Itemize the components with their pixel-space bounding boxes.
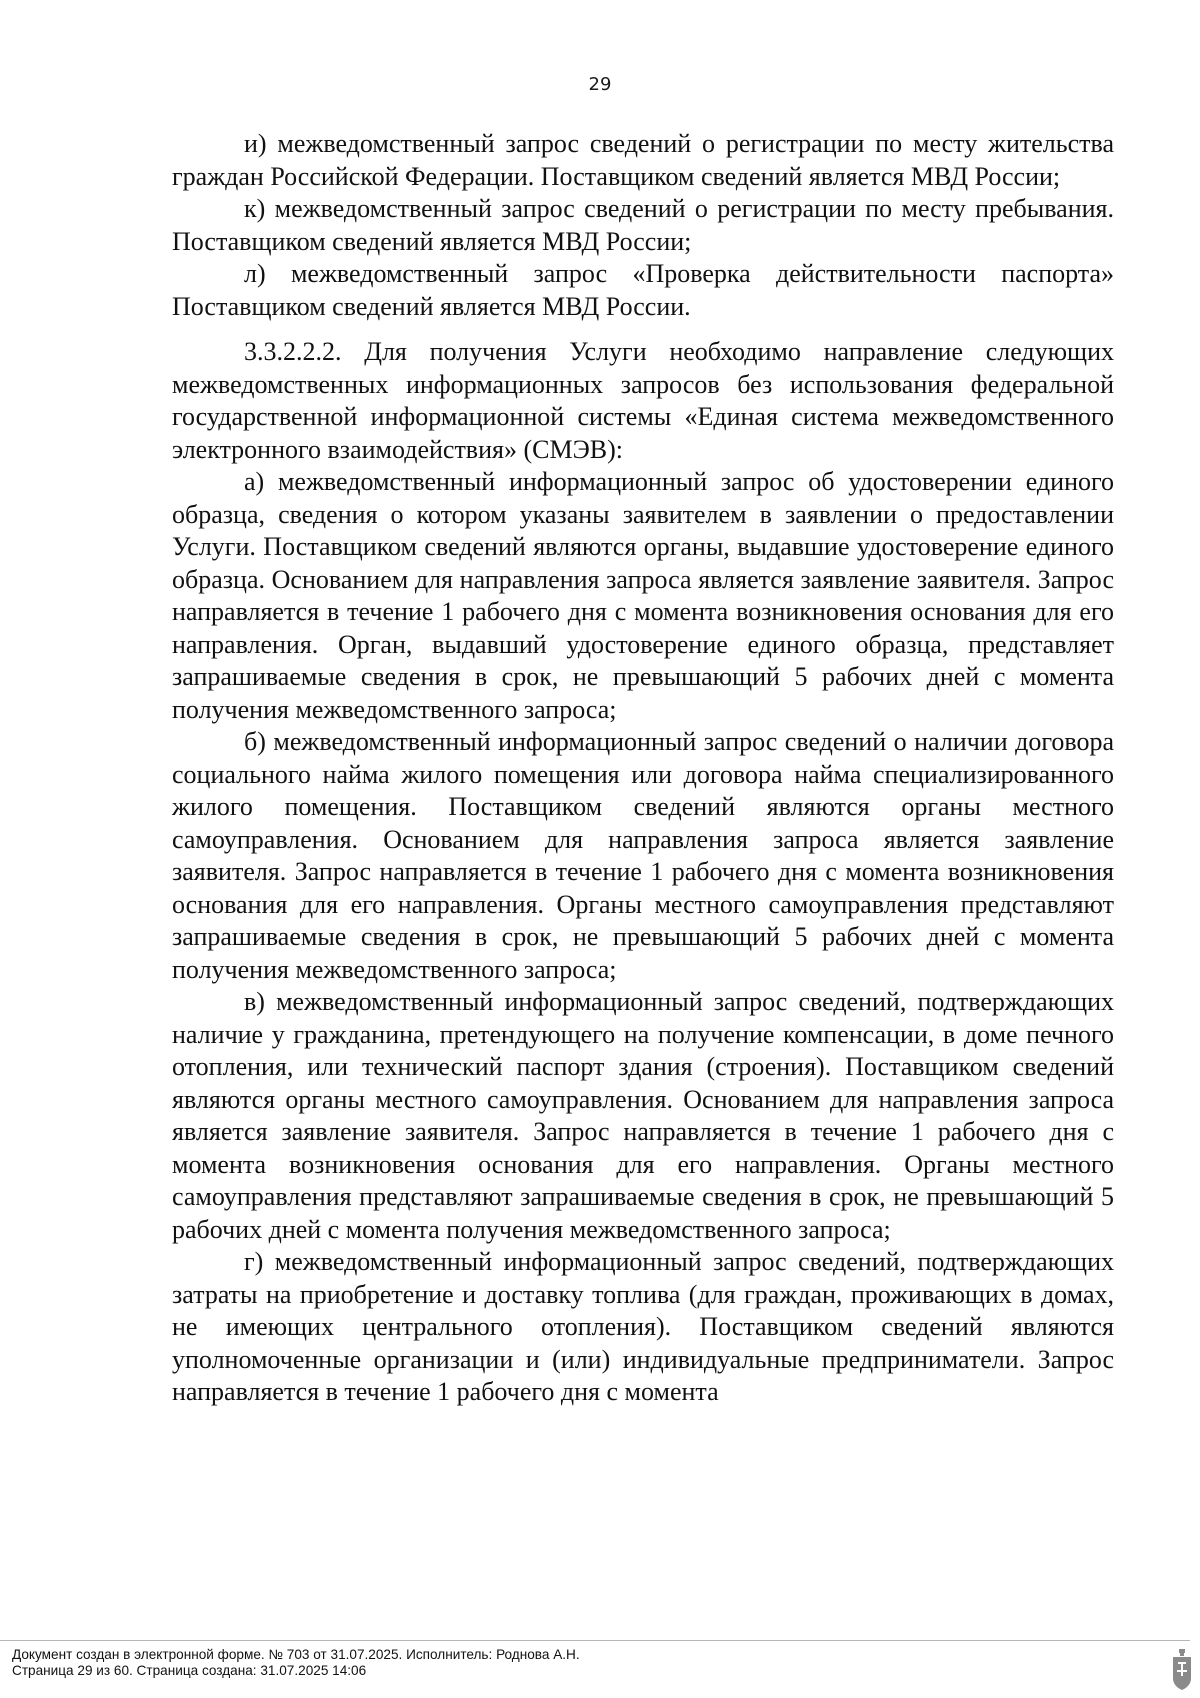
paragraph-item-b: б) межведомственный информационный запрос сведений о наличии договора социального найма жилого помещения или договора найма специализированного жилого помещения. Поставщиком сведений являются органы местного самоуправления. Основанием для направления запроса является заявление заявителя. Запрос направляется в течение 1 рабочего дня с момента возникновения основания для его направления. Органы местного самоуправления представляют запрашиваемые сведения в срок, не превышающий 5 рабочих дней с момента получения межведомственного запроса; (172, 727, 1114, 984)
paragraph-item-i: и) межведомственный запрос сведений о регистрации по месту жительства граждан Российской Федерации. Поставщиком сведений является МВД России; (172, 129, 1114, 191)
footer-divider (0, 1640, 1190, 1641)
paragraph-section-3-3-2-2-2: 3.3.2.2.2. Для получения Услуги необходимо направление следующих межведомственных информационных запросов без использования федеральной государственной информационной системы «Единая система межведомственного электронного взаимодействия» (СМЭВ): (172, 337, 1114, 464)
document-body (172, 128, 1114, 1409)
paragraph-item-l: л) межведомственный запрос «Проверка действительности паспорта» Поставщиком сведений является МВД России. (172, 259, 1114, 321)
footer-document-info: Документ создан в электронной форме. № 703 от 31.07.2025. Исполнитель: Роднова А.Н. (12, 1647, 580, 1662)
paragraph-item-k: к) межведомственный запрос сведений о регистрации по месту пребывания. Поставщиком сведений является МВД России; (172, 194, 1114, 256)
document-footer (12, 1647, 1152, 1679)
paragraph-item-g: г) межведомственный информационный запрос сведений, подтверждающих затраты на приобретение и доставку топлива (для граждан, проживающих в домах, не имеющих центрального отопления). Поставщиком сведений являются уполномоченные организации и (или) индивидуальные предприниматели. Запрос направляется в течение 1 рабочего дня с момента (172, 1247, 1114, 1406)
paragraph-item-a: а) межведомственный информационный запрос об удостоверении единого образца, сведения о котором указаны заявителем в заявлении о предоставлении Услуги. Поставщиком сведений являются органы, выдавшие удостоверение единого образца. Основанием для направления запроса является заявление заявителя. Запрос направляется в течение 1 рабочего дня с момента возникновения основания для его направления. Орган, выдавший удостоверение единого образца, представляет запрашиваемые сведения в срок, не превышающий 5 рабочих дней с момента получения межведомственного запроса; (172, 467, 1114, 724)
coat-of-arms-icon (1170, 1648, 1194, 1692)
paragraph-item-v: в) межведомственный информационный запрос сведений, подтверждающих наличие у гражданина, претендующего на получение компенсации, в доме печного отопления, или технический паспорт здания (строения). Поставщиком сведений являются органы местного самоуправления. Основанием для направления запроса является заявление заявителя. Запрос направляется в течение 1 рабочего дня с момента возникновения основания для его направления. Органы местного самоуправления представляют запрашиваемые сведения в срок, не превышающий 5 рабочих дней с момента получения межведомственного запроса; (172, 987, 1114, 1244)
page-number: 29 (588, 74, 612, 95)
footer-page-info: Страница 29 из 60. Страница создана: 31.07.2025 14:06 (12, 1663, 367, 1678)
